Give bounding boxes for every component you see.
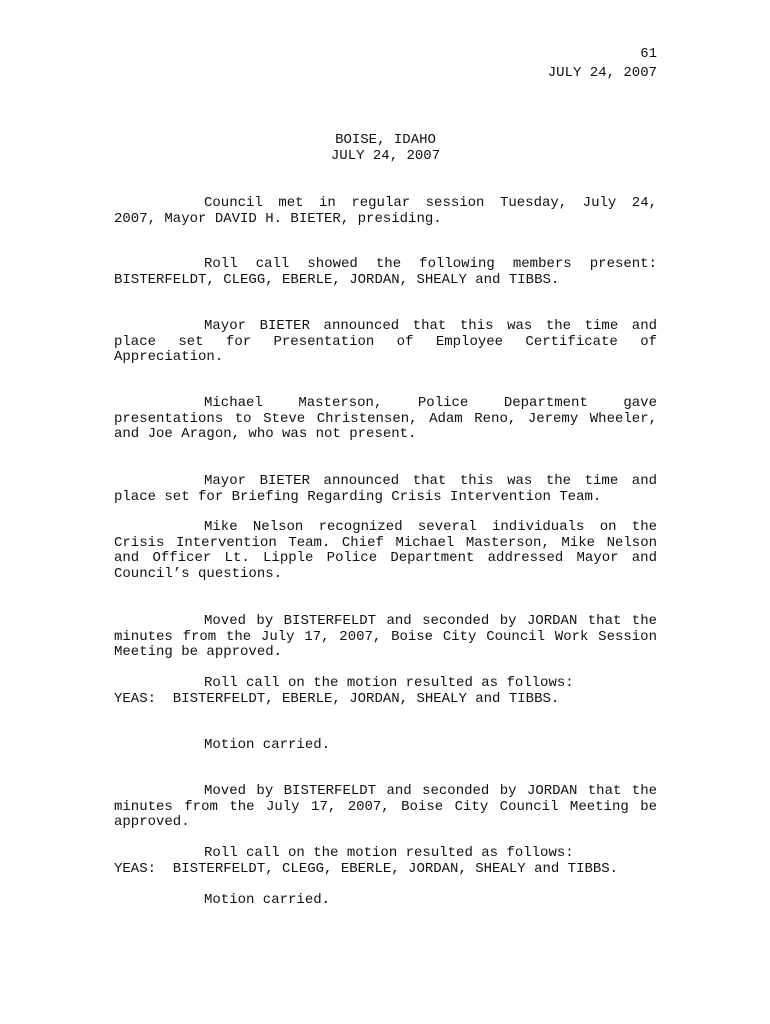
motion-carried-2: Motion carried. — [204, 892, 331, 908]
header-date: JULY 24, 2007 — [547, 65, 657, 81]
roll-call-yeas-2: YEAS: BISTERFELDT, CLEGG, EBERLE, JORDAN, SHEALY and TIBBS. — [114, 861, 619, 877]
paragraph-crisis-team: Mike Nelson recognized several individuals on the Crisis Intervention Team. Chief Michael Masterson, Mike Nelson and Officer Lt. Lipple Police Department addressed Mayor and Council’s questions. — [114, 519, 657, 582]
paragraph-roll-call: Roll call showed the following members present: BISTERFELDT, CLEGG, EBERLE, JORDAN, SHEALY and TIBBS. — [114, 256, 657, 288]
paragraph-work-session-motion: Moved by BISTERFELDT and seconded by JORDAN that the minutes from the July 17, 2007, Boise City Council Work Session Meeting be approved. — [114, 613, 657, 660]
roll-call-line-2: Roll call on the motion resulted as follows: — [204, 845, 574, 861]
paragraph-session-opening: Council met in regular session Tuesday, July 24, 2007, Mayor DAVID H. BIETER, presiding. — [114, 195, 657, 227]
paragraph-presentation-announcement: Mayor BIETER announced that this was the time and place set for Presentation of Employee Certificate of Appreciation. — [114, 318, 657, 365]
page-number: 61 — [640, 46, 657, 62]
title-city: BOISE, IDAHO — [335, 132, 436, 148]
paragraph-council-meeting-motion: Moved by BISTERFELDT and seconded by JORDAN that the minutes from the July 17, 2007, Boise City Council Meeting be approved. — [114, 783, 657, 830]
paragraph-briefing-announcement: Mayor BIETER announced that this was the time and place set for Briefing Regarding Crisis Intervention Team. — [114, 473, 657, 505]
paragraph-presentations: Michael Masterson, Police Department gave presentations to Steve Christensen, Adam Reno, Jeremy Wheeler, and Joe Aragon, who was not present. — [114, 395, 657, 442]
roll-call-yeas-1: YEAS: BISTERFELDT, EBERLE, JORDAN, SHEALY and TIBBS. — [114, 691, 560, 707]
title-date: JULY 24, 2007 — [330, 148, 441, 164]
motion-carried-1: Motion carried. — [204, 737, 331, 753]
roll-call-line-1: Roll call on the motion resulted as follows: — [204, 675, 574, 691]
